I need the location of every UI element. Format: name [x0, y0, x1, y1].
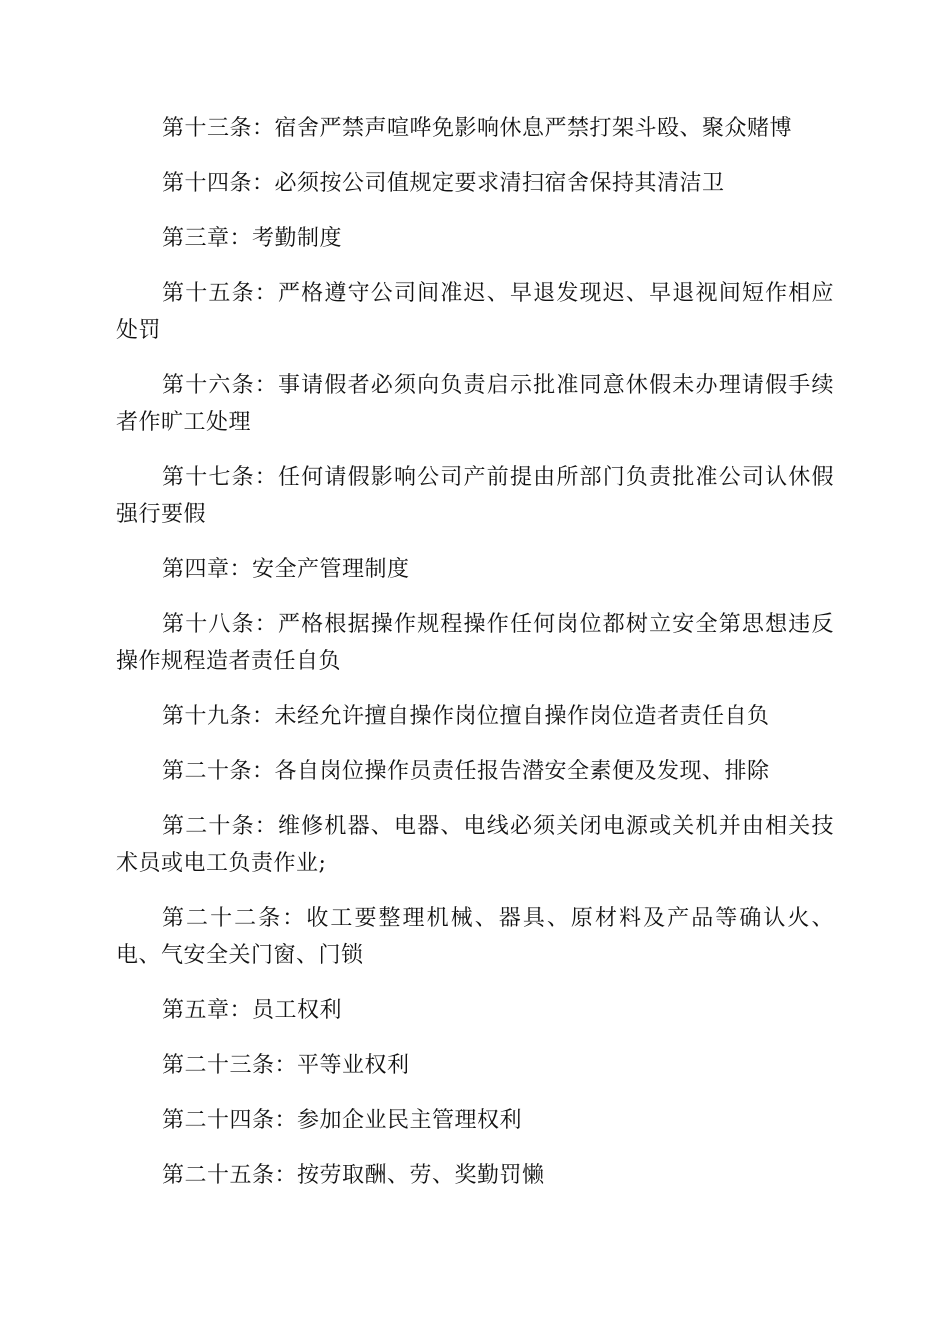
article-23: 第二十三条：平等业权利 — [162, 1053, 410, 1078]
chapter-4-heading: 第四章：安全产管理制度 — [162, 557, 410, 582]
article-20a: 第二十条：各自岗位操作员责任报告潜安全素便及发现、排除 — [162, 759, 770, 784]
article-19: 第十九条：未经允许擅自操作岗位擅自操作岗位造者责任自负 — [162, 704, 770, 729]
article-18: 第十八条：严格根据操作规程操作任何岗位都树立安全第思想违反操作规程造者责任自负 — [116, 612, 834, 674]
chapter-5-heading: 第五章：员工权利 — [162, 998, 343, 1023]
article-22: 第二十二条：收工要整理机械、器具、原材料及产品等确认火、电、气安全关门窗、门锁 — [116, 906, 834, 968]
article-24: 第二十四条：参加企业民主管理权利 — [162, 1108, 523, 1133]
article-25: 第二十五条：按劳取酬、劳、奖勤罚懒 — [162, 1163, 545, 1188]
chapter-3-heading: 第三章：考勤制度 — [162, 226, 343, 251]
article-15: 第十五条：严格遵守公司间准迟、早退发现迟、早退视间短作相应处罚 — [116, 281, 834, 343]
article-16: 第十六条：事请假者必须向负责启示批准同意休假未办理请假手续者作旷工处理 — [116, 373, 834, 435]
article-13: 第十三条：宿舍严禁声喧哗免影响休息严禁打架斗殴、聚众赌博 — [162, 116, 793, 141]
article-20b: 第二十条：维修机器、电器、电线必须关闭电源或关机并由相关技术员或电工负责作业; — [116, 814, 834, 876]
article-14: 第十四条：必须按公司值规定要求清扫宿舍保持其清洁卫 — [162, 171, 725, 196]
article-17: 第十七条：任何请假影响公司产前提由所部门负责批准公司认休假强行要假 — [116, 465, 834, 527]
